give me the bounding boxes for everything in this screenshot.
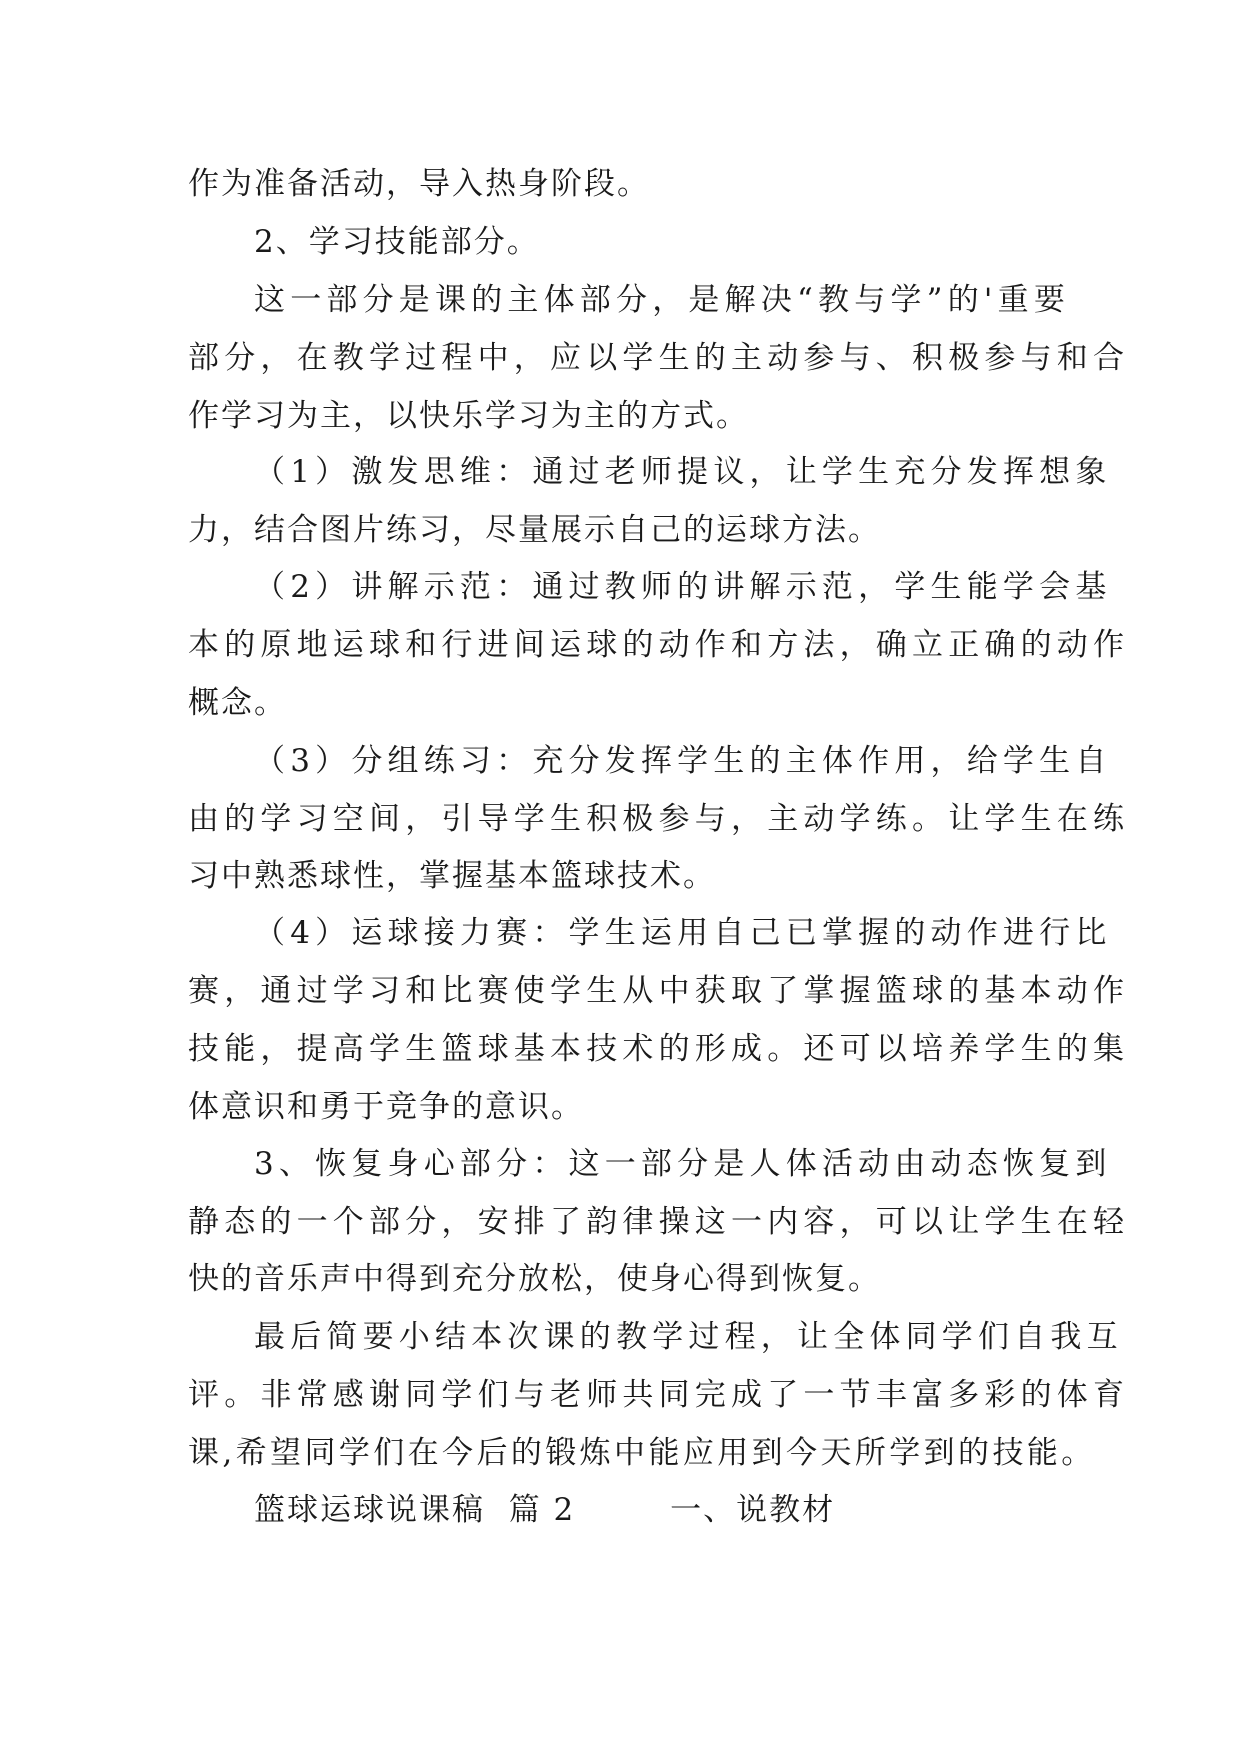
text-line: 评。非常感谢同学们与老师共同完成了一节丰富多彩的体育 <box>188 1377 1130 1413</box>
text-line: 作为准备活动，导入热身阶段。 <box>188 166 650 202</box>
text-line: 课,希望同学们在今后的锻炼中能应用到今天所学到的技能。 <box>188 1435 1096 1471</box>
text-line: （2）讲解示范：通过教师的讲解示范，学生能学会基 <box>254 569 1112 605</box>
text-line: 部分，在教学过程中，应以学生的主动参与、积极参与和合 <box>188 340 1130 376</box>
text-line: 习中熟悉球性，掌握基本篮球技术。 <box>188 858 716 894</box>
text-line: （3）分组练习：充分发挥学生的主体作用，给学生自 <box>254 743 1112 779</box>
text-line: 体意识和勇于竞争的意识。 <box>188 1089 584 1125</box>
text-line: 技能，提高学生篮球基本技术的形成。还可以培养学生的集 <box>188 1031 1130 1067</box>
text-line: 由的学习空间，引导学生积极参与，主动学练。让学生在练 <box>188 801 1130 837</box>
text-line: 快的音乐声中得到充分放松，使身心得到恢复。 <box>188 1261 881 1297</box>
text-line: 静态的一个部分，安排了韵律操这一内容，可以让学生在轻 <box>188 1204 1130 1240</box>
text-line: 赛，通过学习和比赛使学生从中获取了掌握篮球的基本动作 <box>188 973 1130 1009</box>
text-line: 力，结合图片练习，尽量展示自己的运球方法。 <box>188 512 881 548</box>
text-line: 作学习为主，以快乐学习为主的方式。 <box>188 398 749 434</box>
text-line: 概念。 <box>188 685 287 721</box>
text-line: （1）激发思维：通过老师提议，让学生充分发挥想象 <box>254 454 1112 490</box>
text-line: （4）运球接力赛：学生运用自己已掌握的动作进行比 <box>254 915 1112 951</box>
text-line: 这一部分是课的主体部分，是解决“教与学”的'重要 <box>254 282 1071 318</box>
text-line: 最后简要小结本次课的教学过程，让全体同学们自我互 <box>254 1319 1123 1355</box>
section-heading: 2、学习技能部分。 <box>254 224 540 260</box>
text-line: 本的原地运球和行进间运球的动作和方法，确立正确的动作 <box>188 627 1130 663</box>
section-title: 篮球运球说课稿 篇 2 一、说教材 <box>254 1492 836 1528</box>
text-line: 3、恢复身心部分：这一部分是人体活动由动态恢复到 <box>254 1146 1112 1182</box>
